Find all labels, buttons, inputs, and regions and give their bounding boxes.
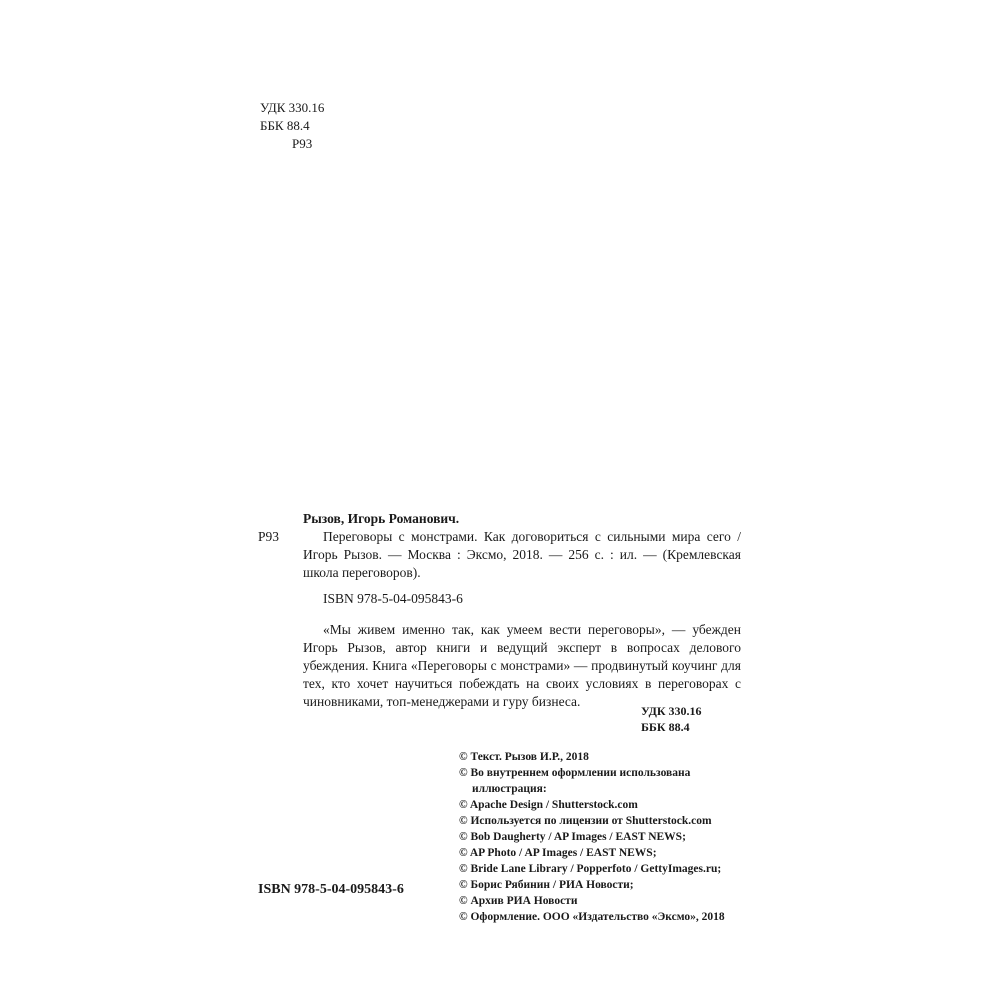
author-mark: Р93 bbox=[292, 136, 313, 151]
copyright-line: иллюстрация: bbox=[472, 783, 547, 795]
isbn-record: ISBN 978-5-04-095843-6 bbox=[323, 591, 463, 606]
copyright-line: © Bride Lane Library / Popperfoto / GettyImages.ru; bbox=[459, 863, 722, 875]
bibliographic-record bbox=[303, 510, 741, 711]
copyright-line: © Bob Daugherty / AP Images / EAST NEWS; bbox=[459, 831, 686, 843]
copyright-block bbox=[459, 749, 759, 925]
book-description: Переговоры с монстрами. Как договориться с сильными мира сего / Игорь Рызов. — Москва : Эксмо, 2018. — 256 с. : ил. — (Кремлевская школа переговоров). bbox=[303, 529, 741, 580]
classification-block-top bbox=[260, 99, 324, 153]
author-mark-side: Р93 bbox=[258, 529, 280, 544]
copyright-line: © Борис Рябинин / РИА Новости; bbox=[459, 879, 634, 891]
author-name: Рызов, Игорь Романович. bbox=[303, 511, 460, 526]
isbn-bottom: ISBN 978-5-04-095843-6 bbox=[258, 882, 404, 897]
copyright-line: © AP Photo / AP Images / EAST NEWS; bbox=[459, 847, 657, 859]
copyright-line: © Используется по лицензии от Shutterstock.com bbox=[459, 815, 712, 827]
classification-block-right bbox=[641, 703, 702, 735]
udk-code-right: УДК 330.16 bbox=[641, 704, 702, 718]
annotation: «Мы живем именно так, как умеем вести переговоры», — убежден Игорь Рызов, автор книги и ведущий эксперт в вопросах делового убеждения. Книга «Переговоры с монстрами» — продвинутый коучинг для тех, кто хочет научиться побеждать на своих условиях в переговорах с чиновниками, топ-менеджерами и гуру бизнеса. bbox=[303, 622, 741, 709]
bbk-code-right: ББК 88.4 bbox=[641, 720, 690, 734]
copyright-line: © Apache Design / Shutterstock.com bbox=[459, 799, 638, 811]
copyright-line: © Во внутреннем оформлении использована bbox=[459, 767, 691, 779]
udk-code: УДК 330.16 bbox=[260, 100, 325, 115]
copyright-line: © Оформление. ООО «Издательство «Эксмо», 2018 bbox=[459, 911, 725, 923]
bbk-code: ББК 88.4 bbox=[260, 118, 310, 133]
copyright-line: © Текст. Рызов И.Р., 2018 bbox=[459, 751, 589, 763]
copyright-line: © Архив РИА Новости bbox=[459, 895, 578, 907]
